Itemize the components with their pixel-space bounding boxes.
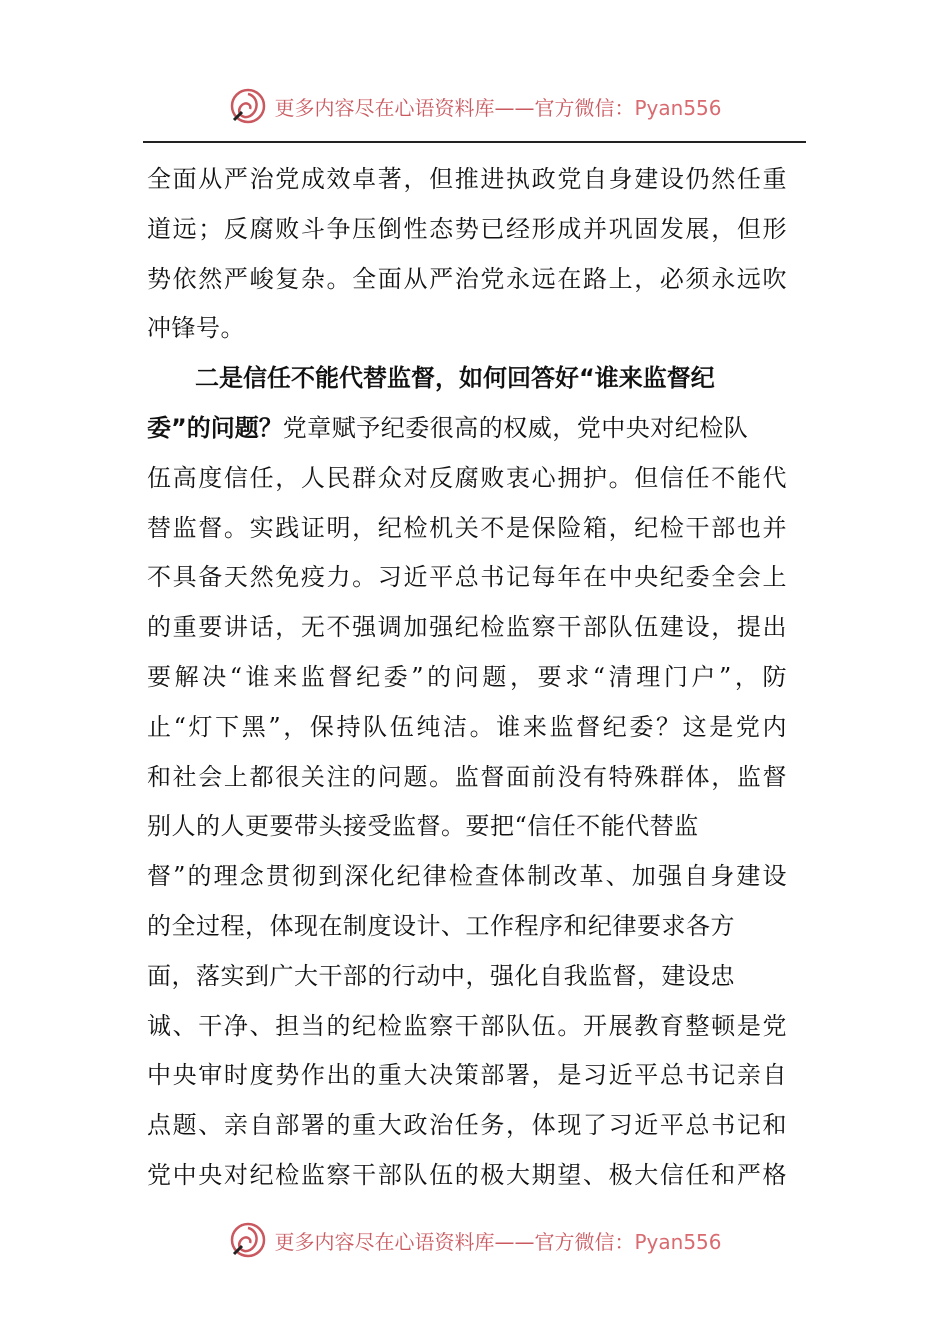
- text-line: 和社会上都很关注的问题。监督面前没有特殊群体，监督: [147, 762, 787, 791]
- section-heading: [147, 354, 787, 404]
- text-line: [147, 404, 787, 454]
- document-body: [147, 155, 787, 1201]
- text-line: 替监督。实践证明，纪检机关不是保险箱，纪检干部也并: [147, 513, 787, 542]
- text-line: 中央审时度势作出的重大决策部署，是习近平总书记亲自: [147, 1061, 787, 1090]
- text-line: 要解决“谁来监督纪委”的问题，要求“清理门户”，防: [147, 662, 787, 691]
- heading-rest-text: 党章赋予纪委很高的权威，党中央对纪检队: [282, 413, 749, 442]
- text-line: 党中央对纪检监察干部队伍的极大期望、极大信任和严格: [147, 1160, 787, 1189]
- banner-separator: ——: [494, 95, 535, 120]
- banner-wechat-id: Pyan556: [634, 1229, 722, 1254]
- text-line: 的重要讲话，无不强调加强纪检监察干部队伍建设，提出: [147, 613, 787, 642]
- text-line: 势依然严峻复杂。全面从严治党永远在路上，必须永远吹: [147, 264, 787, 293]
- banner-wechat-label: 官方微信：: [534, 95, 635, 120]
- spiral-logo-icon: [228, 86, 268, 126]
- banner-text: [274, 1226, 721, 1255]
- text-line: 伍高度信任，人民群众对反腐败衷心拥护。但信任不能代: [147, 463, 787, 492]
- banner-site-name: 更多内容尽在心语资料库: [274, 1229, 495, 1254]
- banner-separator: ——: [494, 1229, 535, 1254]
- banner-site-name: 更多内容尽在心语资料库: [274, 95, 495, 120]
- text-line: 诚、干净、担当的纪检监察干部队伍。开展教育整顿是党: [147, 1011, 787, 1040]
- text-line: 全面从严治党成效卓著，但推进执政党自身建设仍然任重: [147, 165, 787, 193]
- banner-wechat-id: Pyan556: [634, 95, 722, 120]
- text-line: 道远；反腐败斗争压倒性态势已经形成并巩固发展，但形: [147, 214, 787, 243]
- heading-bold-text: 委”的问题？: [147, 413, 283, 442]
- footer-banner: [0, 1216, 950, 1264]
- banner-wechat-label: 官方微信：: [534, 1229, 635, 1254]
- text-line: 点题、亲自部署的重大政治任务，体现了习近平总书记和: [147, 1111, 787, 1140]
- text-line: 的全过程，体现在制度设计、工作程序和纪律要求各方: [147, 911, 735, 940]
- text-line: 面，落实到广大干部的行动中，强化自我监督，建设忠: [147, 961, 735, 990]
- banner-text: [274, 92, 721, 121]
- header-rule: [143, 141, 806, 143]
- text-line: 不具备天然免疫力。习近平总书记每年在中央纪委全会上: [147, 563, 787, 592]
- heading-bold-text: 二是信任不能代替监督，如何回答好“谁来监督纪: [195, 364, 715, 393]
- text-line: 止“灯下黑”，保持队伍纯洁。谁来监督纪委？这是党内: [147, 712, 787, 741]
- text-line: 冲锋号。: [147, 314, 245, 343]
- spiral-logo-icon: [228, 1220, 268, 1260]
- header-banner: [0, 82, 950, 130]
- text-line: 督”的理念贯彻到深化纪律检查体制改革、加强自身建设: [147, 862, 787, 891]
- text-line: 别人的人更要带头接受监督。要把“信任不能代替监: [147, 812, 699, 841]
